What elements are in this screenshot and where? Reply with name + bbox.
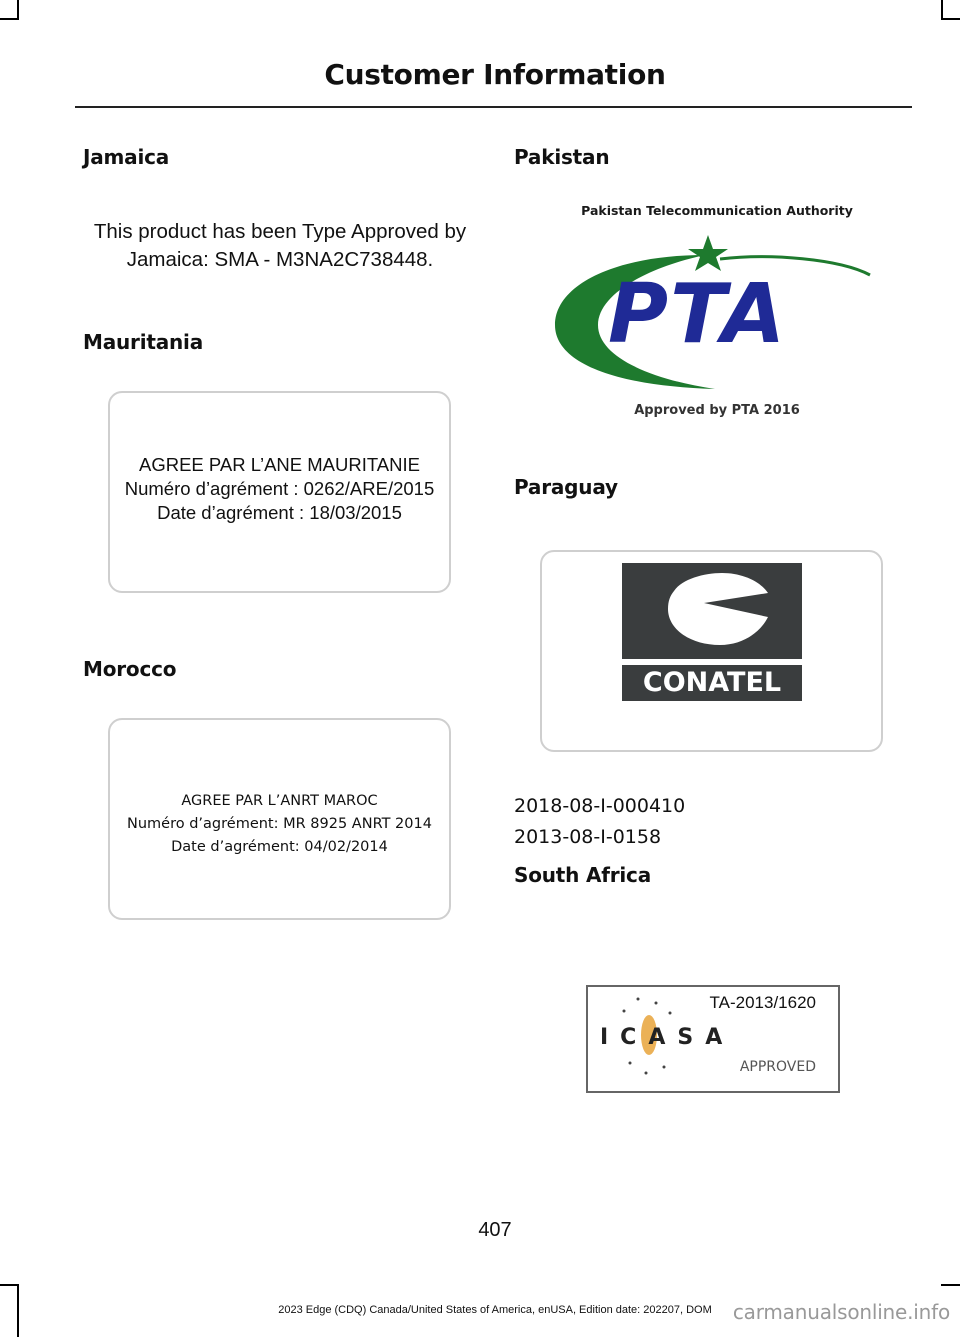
conatel-logo-text: CONATEL <box>622 665 802 701</box>
icasa-logo <box>586 985 840 1093</box>
icasa-logo-text: ICASA <box>600 1025 735 1050</box>
page-title: Customer Information <box>324 58 666 91</box>
watermark: carmanualsonline.info <box>732 1300 950 1324</box>
mauritania-line: AGREE PAR L’ANE MAURITANIE <box>139 454 420 475</box>
paraguay-code: 2013-08-I-0158 <box>514 826 662 848</box>
pta-logo-caption: Approved by PTA 2016 <box>634 403 800 418</box>
crop-mark <box>941 18 960 20</box>
mauritania-line: Date d’agrément : 18/03/2015 <box>157 502 402 523</box>
crop-mark <box>0 18 19 20</box>
pta-logo-text: PTA <box>608 267 788 362</box>
crop-mark <box>0 1284 19 1286</box>
morocco-line: Numéro d’agrément: MR 8925 ANRT 2014 <box>127 816 432 832</box>
page-number: 407 <box>478 1219 512 1241</box>
heading-jamaica: Jamaica <box>83 145 170 169</box>
heading-mauritania: Mauritania <box>83 330 204 354</box>
paraguay-code: 2018-08-I-000410 <box>514 795 686 817</box>
jamaica-approval-line-2: Jamaica: SMA - M3NA2C738448. <box>126 248 434 271</box>
mauritania-line: Numéro d’agrément : 0262/ARE/2015 <box>124 478 435 499</box>
jamaica-approval-line-1: This product has been Type Approved by <box>93 220 467 243</box>
conatel-emblem-icon <box>622 563 802 659</box>
crop-mark <box>941 1284 960 1286</box>
icasa-ta-number: TA-2013/1620 <box>709 993 816 1012</box>
edition-line: 2023 Edge (CDQ) Canada/United States of America, enUSA, Edition date: 202207, DOM <box>278 1304 712 1316</box>
mauritania-approval-box <box>108 391 451 593</box>
conatel-logo-box <box>540 550 883 752</box>
header-rule <box>75 106 912 108</box>
icasa-approved-label: APPROVED <box>739 1059 816 1075</box>
heading-south-africa: South Africa <box>514 863 651 887</box>
crop-mark <box>941 0 943 20</box>
pta-logo-title: Pakistan Telecommunication Authority <box>581 203 853 218</box>
pta-logo <box>540 193 894 436</box>
heading-morocco: Morocco <box>83 657 177 681</box>
morocco-approval-box <box>108 718 451 920</box>
heading-pakistan: Pakistan <box>514 145 610 169</box>
morocco-line: AGREE PAR L’ANRT MAROC <box>181 793 378 809</box>
crop-mark <box>17 0 19 20</box>
heading-paraguay: Paraguay <box>514 475 618 499</box>
morocco-line: Date d’agrément: 04/02/2014 <box>171 839 388 855</box>
